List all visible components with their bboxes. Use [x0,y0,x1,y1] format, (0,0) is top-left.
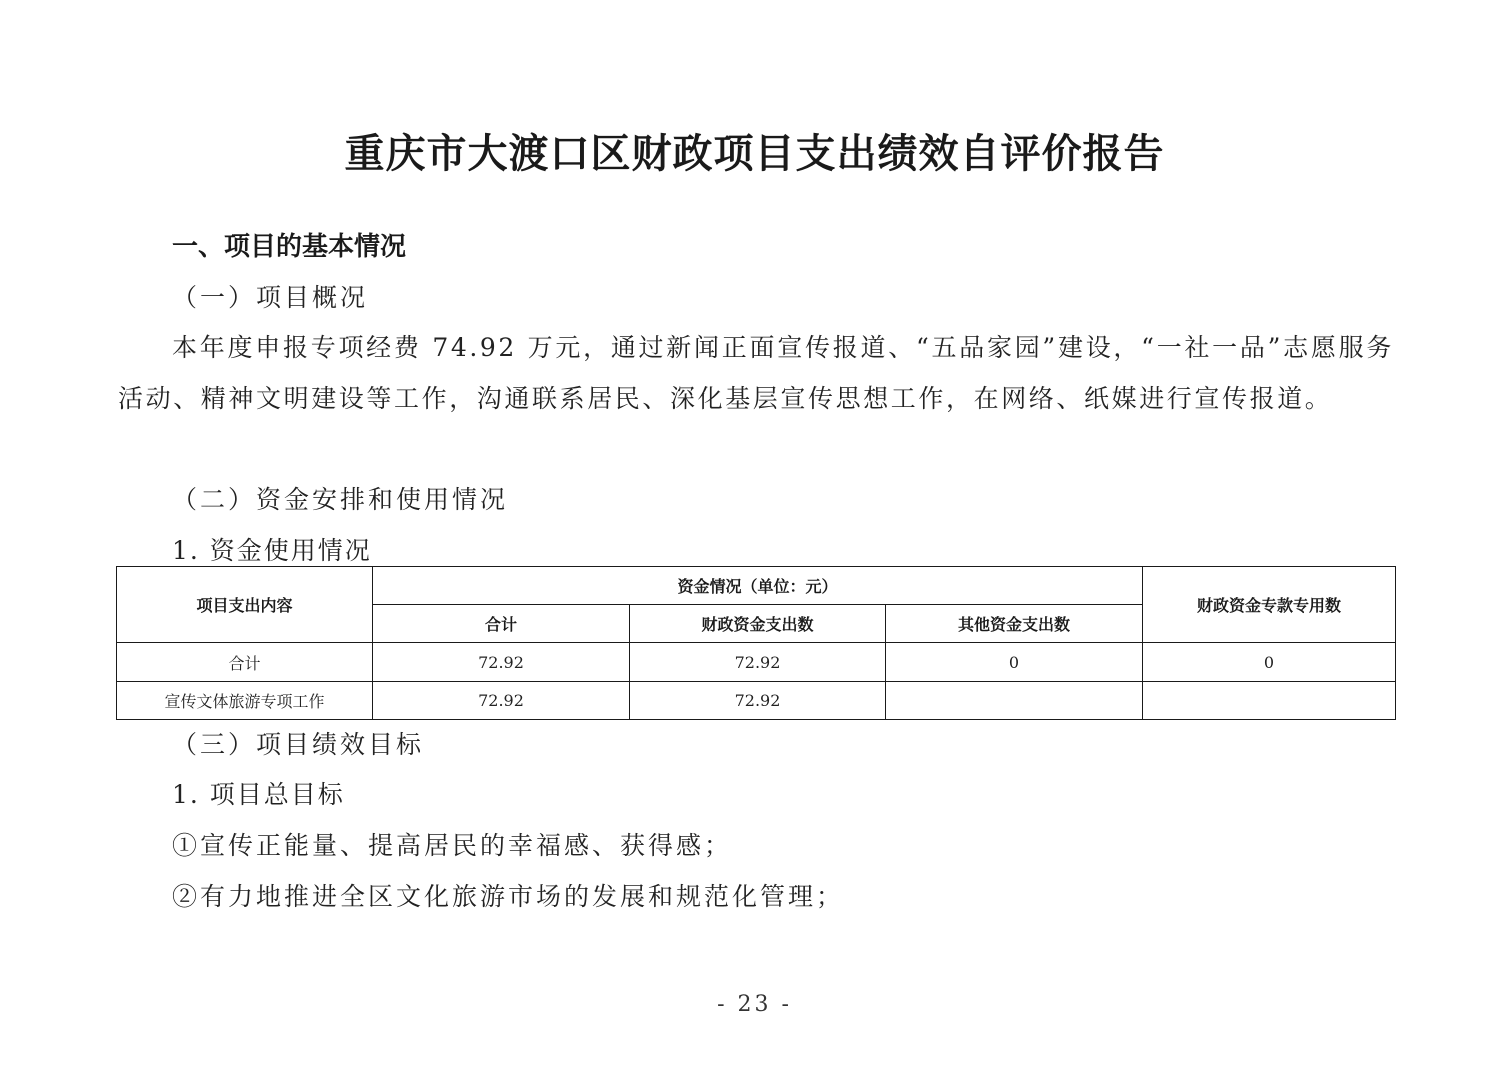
row-other [886,682,1143,720]
overview-paragraph: 本年度申报专项经费 74.92 万元，通过新闻正面宣传报道、“五品家园”建设，“一社一品”志愿服务活动、精神文明建设等工作，沟通联系居民、深化基层宣传思想工作，在网络、纸媒进行宣传报道。 [118,333,1394,413]
row-fiscal: 72.92 [630,643,886,682]
header-other: 其他资金支出数 [886,605,1143,643]
funding-usage-label: 1. 资金使用情况 [172,536,372,565]
page-number: - 23 - [717,992,792,1017]
subsection-heading-overview: （一）项目概况 [172,283,369,312]
header-content: 项目支出内容 [117,567,373,643]
row-fiscal: 72.92 [630,682,886,720]
table-row [117,643,1396,682]
row-content: 宣传文体旅游专项工作 [117,682,373,720]
header-fiscal: 财政资金支出数 [630,605,886,643]
row-total: 72.92 [373,682,630,720]
document-title: 重庆市大渡口区财政项目支出绩效自评价报告 [344,130,1165,177]
subsection-heading-goals: （三）项目绩效目标 [172,730,425,759]
overall-goal-label: 1. 项目总目标 [172,780,345,809]
goal-item-1: ①宣传正能量、提高居民的幸福感、获得感； [172,831,733,860]
goal-item-2: ②有力地推进全区文化旅游市场的发展和规范化管理； [172,882,845,911]
table-row [117,682,1396,720]
header-total: 合计 [373,605,630,643]
subsection-heading-funding: （二）资金安排和使用情况 [172,485,509,514]
header-funding-group: 资金情况（单位：元） [373,567,1143,605]
funding-table [116,566,1396,720]
section-heading-basic-info: 一、项目的基本情况 [172,232,407,262]
row-other: 0 [886,643,1143,682]
row-special [1143,682,1396,720]
row-special: 0 [1143,643,1396,682]
table-header-row [117,567,1396,605]
header-special: 财政资金专款专用数 [1143,567,1396,643]
row-total: 72.92 [373,643,630,682]
row-content: 合计 [117,643,373,682]
